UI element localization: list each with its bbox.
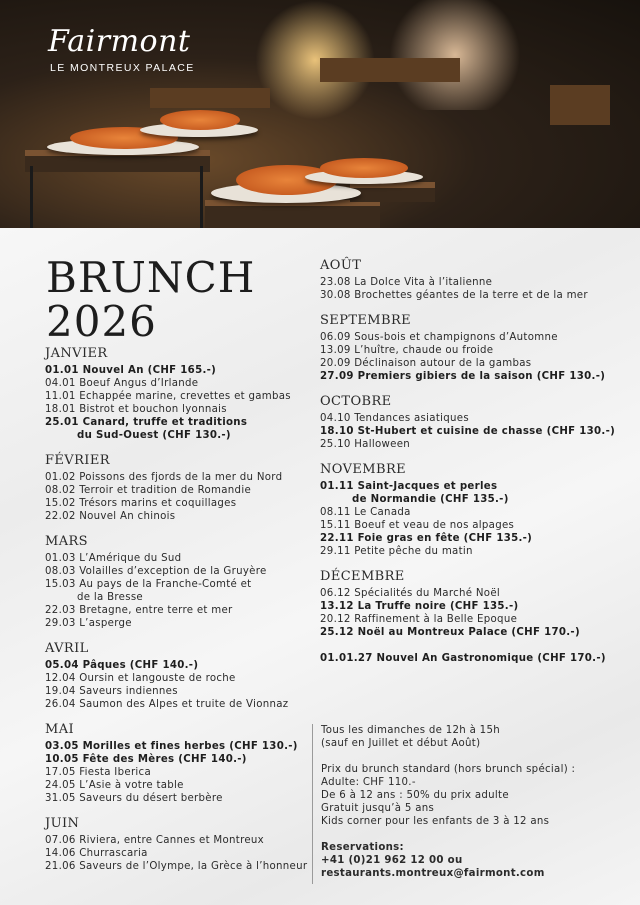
entry-title: Nouvel An chinois	[79, 511, 176, 522]
entry-date: 17.05	[45, 767, 80, 778]
brunch-entry	[45, 740, 313, 753]
brunch-entry	[320, 438, 620, 451]
entry-date: 23.08	[320, 277, 355, 288]
month-heading: FÉVRIER	[45, 453, 110, 468]
entry-date: 01.11	[320, 481, 358, 492]
bread-shelf	[320, 58, 460, 82]
month-section	[320, 258, 620, 302]
entry-title: Le Canada	[354, 507, 411, 518]
entry-date: 18.01	[45, 404, 80, 415]
brunch-entry	[45, 847, 313, 860]
info-box	[312, 724, 631, 884]
brunch-entry	[45, 390, 313, 403]
brunch-entry	[320, 480, 620, 506]
title-line-1: BRUNCH	[46, 253, 256, 302]
entry-title: Saumon des Alpes et truite de Vionnaz	[79, 699, 289, 710]
entry-title: La Truffe noire (CHF 135.-)	[357, 601, 519, 612]
entry-title-continued: du Sud-Ouest (CHF 130.-)	[77, 430, 231, 441]
kids-corner: Kids corner pour les enfants de 3 à 12 ans	[321, 816, 550, 827]
entry-title: Riviera, entre Cannes et Montreux	[79, 835, 265, 846]
brunch-entry	[45, 364, 313, 377]
brunch-entry	[45, 403, 313, 416]
brunch-entry	[320, 344, 620, 357]
page-title	[46, 253, 256, 346]
entry-date: 25.01	[45, 417, 83, 428]
entry-date: 29.11	[320, 546, 355, 557]
entry-date: 01.01	[45, 365, 83, 376]
brunch-entry	[45, 416, 313, 442]
reservations-phone[interactable]: +41 (0)21 962 12 00 ou	[321, 855, 463, 866]
brand-subtitle: LE MONTREUX PALACE	[50, 62, 195, 74]
entry-title: Spécialités du Marché Noël	[354, 588, 501, 599]
bread-shelf	[150, 88, 270, 108]
brunch-entry	[320, 600, 620, 613]
title-line-2: 2026	[46, 297, 157, 346]
brunch-entry	[45, 578, 313, 604]
entry-date: 01.02	[45, 472, 80, 483]
entry-date: 11.01	[45, 391, 80, 402]
entry-title: Boeuf Angus d’Irlande	[79, 378, 199, 389]
entry-title: Terroir et tradition de Romandie	[79, 485, 252, 496]
entry-date: 19.04	[45, 686, 80, 697]
entry-title: Saint-Jacques et perles	[357, 481, 498, 492]
price-title: Prix du brunch standard (hors brunch spécial) :	[321, 764, 576, 775]
entry-title: Pâques (CHF 140.-)	[82, 660, 199, 671]
month-section	[45, 816, 313, 873]
month-section	[45, 641, 313, 711]
entry-title: Petite pêche du matin	[354, 546, 473, 557]
entry-title: Tendances asiatiques	[354, 413, 469, 424]
brunch-entry	[320, 276, 620, 289]
entry-title: Churrascaria	[79, 848, 148, 859]
brunch-entry	[320, 506, 620, 519]
entry-date: 20.09	[320, 358, 355, 369]
entry-title: La Dolce Vita à l’italienne	[354, 277, 493, 288]
brunch-entry	[45, 484, 313, 497]
buffet-table	[205, 200, 380, 228]
entry-title-continued: de Normandie (CHF 135.-)	[352, 494, 509, 505]
table-leg	[30, 166, 33, 228]
entry-date: 03.05	[45, 741, 83, 752]
entry-date: 12.04	[45, 673, 80, 684]
fairmont-logo	[48, 26, 195, 74]
entry-title: Fête des Mères (CHF 140.-)	[82, 754, 247, 765]
month-heading: NOVEMBRE	[320, 462, 407, 477]
brunch-entry	[45, 779, 313, 792]
entry-date: 15.03	[45, 579, 80, 590]
brunch-entry	[45, 685, 313, 698]
brunch-entry	[320, 626, 620, 639]
entry-title: L’asperge	[79, 618, 132, 629]
entry-date: 26.04	[45, 699, 80, 710]
brunch-entry	[320, 412, 620, 425]
brunch-entry	[320, 587, 620, 600]
month-heading: AVRIL	[45, 641, 89, 656]
brunch-entry	[45, 565, 313, 578]
brunch-entry	[45, 377, 313, 390]
entry-date: 13.12	[320, 601, 358, 612]
month-section	[45, 453, 313, 523]
entry-date: 07.06	[45, 835, 80, 846]
table-leg	[200, 166, 203, 228]
entry-date: 10.05	[45, 754, 83, 765]
entry-title: Raffinement à la Belle Epoque	[354, 614, 518, 625]
entry-date: 08.02	[45, 485, 80, 496]
entry-date: 13.09	[320, 345, 355, 356]
right-column	[320, 258, 620, 665]
buffet-table	[350, 182, 435, 202]
entry-title: Nouvel An Gastronomique (CHF 170.-)	[376, 653, 606, 664]
month-heading: JANVIER	[45, 346, 108, 361]
month-heading: MARS	[45, 534, 88, 549]
entry-title: Halloween	[354, 439, 411, 450]
entry-date: 27.09	[320, 371, 358, 382]
entry-title: Poissons des fjords de la mer du Nord	[79, 472, 283, 483]
month-heading: MAI	[45, 722, 75, 737]
brunch-entry	[320, 545, 620, 558]
new-year-special	[320, 652, 620, 665]
schedule-text: Tous les dimanches de 12h à 15h	[321, 725, 500, 736]
month-heading: SEPTEMBRE	[320, 313, 412, 328]
brunch-entry	[45, 552, 313, 565]
month-heading: OCTOBRE	[320, 394, 392, 409]
brunch-entry	[45, 497, 313, 510]
entry-date: 24.05	[45, 780, 80, 791]
entry-date: 15.11	[320, 520, 355, 531]
entry-title: Saveurs du désert berbère	[79, 793, 223, 804]
entry-date: 01.01.27	[320, 653, 377, 664]
month-section	[320, 462, 620, 558]
entry-title-continued: de la Bresse	[77, 592, 143, 603]
entry-date: 25.12	[320, 627, 358, 638]
entry-title: Canard, truffe et traditions	[82, 417, 248, 428]
entry-title: Brochettes géantes de la terre et de la mer	[354, 290, 588, 301]
entry-title: Trésors marins et coquillages	[79, 498, 237, 509]
entry-title: St-Hubert et cuisine de chasse (CHF 130.-)	[357, 426, 616, 437]
month-section	[320, 569, 620, 639]
bread-basket	[550, 85, 610, 125]
brunch-entry	[45, 471, 313, 484]
entry-date: 08.11	[320, 507, 355, 518]
reservations-label: Reservations:	[321, 842, 404, 853]
entry-title: Au pays de la Franche-Comté et	[79, 579, 252, 590]
entry-date: 21.06	[45, 861, 80, 872]
entry-title: L’Asie à votre table	[79, 780, 184, 791]
entry-date: 22.02	[45, 511, 80, 522]
entry-title: Déclinaison autour de la gambas	[354, 358, 532, 369]
brunch-entry	[45, 604, 313, 617]
brunch-entry	[45, 510, 313, 523]
entry-date: 31.05	[45, 793, 80, 804]
entry-title: Bretagne, entre terre et mer	[79, 605, 233, 616]
entry-date: 18.10	[320, 426, 358, 437]
brunch-entry	[320, 370, 620, 383]
entry-title: Morilles et fines herbes (CHF 130.-)	[82, 741, 298, 752]
brunch-entry	[320, 532, 620, 545]
brunch-entry	[320, 331, 620, 344]
brunch-entry	[320, 425, 620, 438]
entry-date: 15.02	[45, 498, 80, 509]
entry-title: Premiers gibiers de la saison (CHF 130.-)	[357, 371, 606, 382]
brunch-entry	[320, 289, 620, 302]
brunch-entry	[45, 753, 313, 766]
month-section	[320, 313, 620, 383]
brunch-entry	[45, 672, 313, 685]
entry-date: 01.03	[45, 553, 80, 564]
child-price: De 6 à 12 ans : 50% du prix adulte	[321, 790, 509, 801]
entry-title: Noël au Montreux Palace (CHF 170.-)	[357, 627, 580, 638]
schedule-note: (sauf en Juillet et début Août)	[321, 738, 481, 749]
entry-date: 04.10	[320, 413, 355, 424]
month-section	[45, 722, 313, 805]
brunch-entry	[320, 519, 620, 532]
month-section	[45, 346, 313, 442]
month-heading: AOÛT	[320, 258, 362, 273]
entry-date: 25.10	[320, 439, 355, 450]
brunch-entry	[45, 860, 313, 873]
adult-price: Adulte: CHF 110.-	[321, 777, 416, 788]
entry-title: Echappée marine, crevettes et gambas	[79, 391, 291, 402]
brunch-entry	[320, 613, 620, 626]
brunch-entry	[45, 766, 313, 779]
entry-title: L’huître, chaude ou froide	[354, 345, 494, 356]
entry-title: L’Amérique du Sud	[79, 553, 182, 564]
hero-photo	[0, 0, 640, 228]
entry-date: 06.09	[320, 332, 355, 343]
brand-name: Fairmont	[48, 24, 191, 59]
brunch-entry	[320, 357, 620, 370]
entry-title: Saveurs indiennes	[79, 686, 178, 697]
brunch-entry	[45, 698, 313, 711]
window-light	[380, 0, 530, 110]
entry-title: Oursin et langouste de roche	[79, 673, 236, 684]
month-heading: JUIN	[45, 816, 80, 831]
month-section	[320, 394, 620, 451]
food-dish	[320, 158, 408, 178]
brunch-entry	[45, 659, 313, 672]
brunch-entry	[45, 792, 313, 805]
entry-date: 22.03	[45, 605, 80, 616]
entry-title: Boeuf et veau de nos alpages	[354, 520, 515, 531]
entry-date: 14.06	[45, 848, 80, 859]
entry-date: 08.03	[45, 566, 80, 577]
entry-title: Volailles d’exception de la Gruyère	[79, 566, 267, 577]
reservations-email[interactable]: restaurants.montreux@fairmont.com	[321, 868, 545, 879]
entry-date: 05.04	[45, 660, 83, 671]
food-dish	[160, 110, 240, 130]
entry-title: Foie gras en fête (CHF 135.-)	[357, 533, 533, 544]
entry-date: 04.01	[45, 378, 80, 389]
free-age: Gratuit jusqu’à 5 ans	[321, 803, 435, 814]
left-column	[45, 346, 313, 873]
entry-date: 29.03	[45, 618, 80, 629]
entry-date: 06.12	[320, 588, 355, 599]
entry-date: 22.11	[320, 533, 358, 544]
brunch-entry	[45, 834, 313, 847]
month-heading: DÉCEMBRE	[320, 569, 405, 584]
entry-title: Nouvel An (CHF 165.-)	[82, 365, 217, 376]
entry-title: Bistrot et bouchon lyonnais	[79, 404, 227, 415]
brunch-entry	[45, 617, 313, 630]
entry-title: Sous-bois et champignons d’Automne	[354, 332, 558, 343]
month-section	[45, 534, 313, 630]
entry-title: Saveurs de l’Olympe, la Grèce à l’honneur	[79, 861, 308, 872]
entry-date: 30.08	[320, 290, 355, 301]
entry-date: 20.12	[320, 614, 355, 625]
entry-title: Fiesta Iberica	[79, 767, 152, 778]
